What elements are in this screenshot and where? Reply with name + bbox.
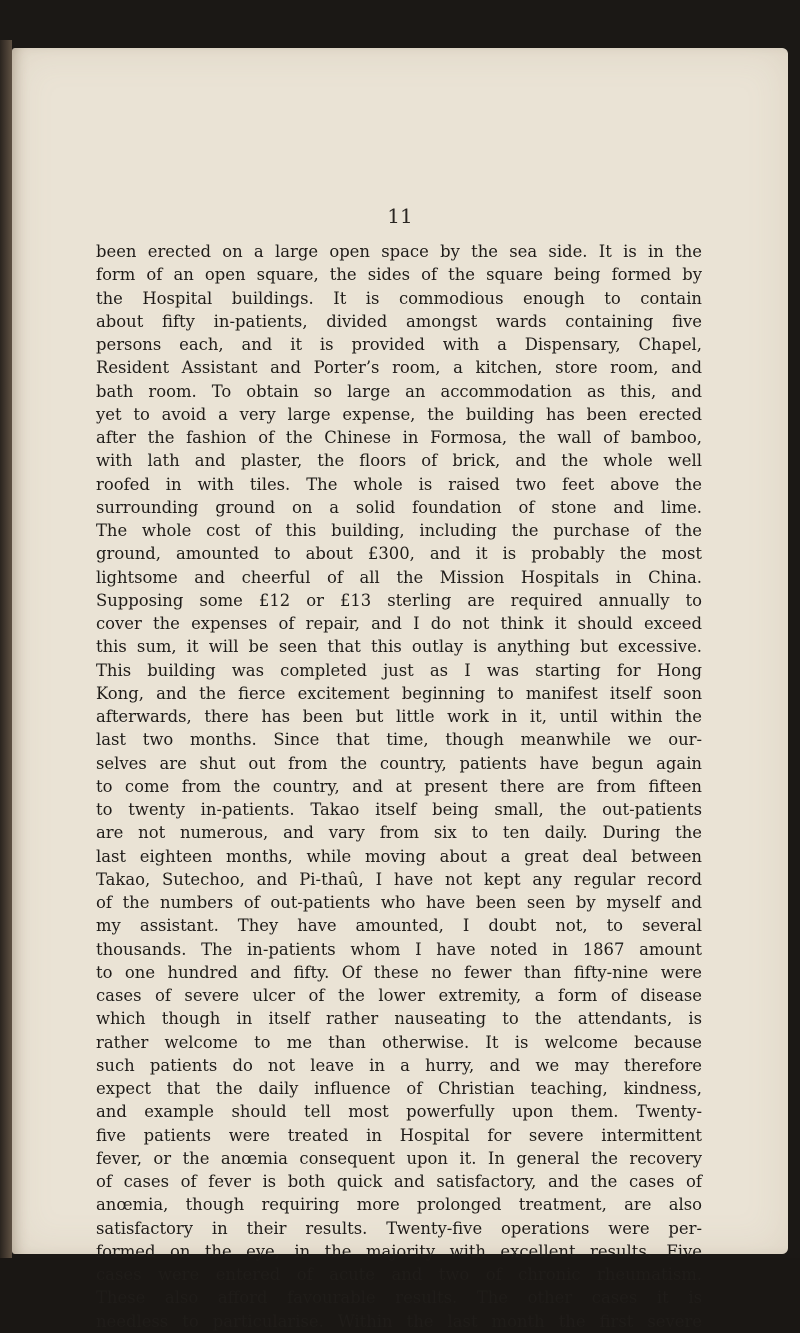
text-line: ground, amounted to about £300, and it is probably the most bbox=[96, 544, 702, 564]
text-line: rather welcome to me than otherwise. It is welcome because bbox=[96, 1032, 702, 1052]
text-line: lightsome and cheerful of all the Mission Hospitals in China. bbox=[96, 567, 702, 587]
text-line: of the numbers of out-patients who have been seen by myself and bbox=[96, 893, 702, 912]
text-line: thousands. The in-patients whom I have noted in 1867 amount bbox=[96, 939, 702, 959]
text-line: been erected on a large open space by the sea side. It is in the bbox=[96, 242, 702, 261]
text-line: Kong, and the fierce excitement beginning to manifest itself soon bbox=[96, 683, 702, 703]
body-text bbox=[96, 240, 702, 1333]
text-line: bath room. To obtain so large an accommodation as this, and bbox=[96, 381, 702, 401]
text-line: cases were entered of acute and two of chronic rheumatism. bbox=[96, 1265, 702, 1284]
text-line: this sum, it will be seen that this outlay is anything but excessive. bbox=[96, 637, 702, 657]
text-line: afterwards, there has been but little work in it, until within the bbox=[96, 707, 702, 726]
text-line: surrounding ground on a solid foundation of stone and lime. bbox=[96, 497, 702, 517]
text-line: to twenty in-patients. Takao itself being small, the out-patients bbox=[96, 800, 702, 819]
text-line: expect that the daily influence of Christian teaching, kindness, bbox=[96, 1079, 702, 1098]
text-line: the Hospital buildings. It is commodious enough to contain bbox=[96, 288, 702, 308]
text-line: anœmia, though requiring more prolonged treatment, are also bbox=[96, 1195, 702, 1215]
text-line: after the fashion of the Chinese in Formosa, the wall of bamboo, bbox=[96, 428, 702, 447]
text-line: such patients do not leave in a hurry, and we may therefore bbox=[96, 1055, 702, 1075]
text-line: The whole cost of this building, including the purchase of the bbox=[96, 521, 702, 540]
text-line: persons each, and it is provided with a Dispensary, Chapel, bbox=[96, 335, 702, 354]
text-line: cover the expenses of repair, and I do not think it should exceed bbox=[96, 614, 702, 633]
text-line: of cases of fever is both quick and satisfactory, and the cases of bbox=[96, 1172, 702, 1191]
text-line: are not numerous, and vary from six to ten daily. During the bbox=[96, 823, 702, 843]
text-line: to one hundred and fifty. Of these no fewer than fifty-nine were bbox=[96, 962, 702, 982]
text-line: These also afford favourable results. The other cases it is bbox=[96, 1288, 702, 1308]
text-line: yet to avoid a very large expense, the building has been erected bbox=[96, 404, 702, 424]
text-line: last eighteen months, while moving about a great deal between bbox=[96, 846, 702, 866]
text-line: to come from the country, and at present there are from fifteen bbox=[96, 776, 702, 796]
text-line: Takao, Sutechoo, and Pi-thaû, I have not kept any regular record bbox=[96, 869, 702, 889]
page-number: 11 bbox=[387, 204, 413, 228]
book-page bbox=[12, 48, 788, 1331]
text-line: Supposing some £12 or £13 sterling are required annually to bbox=[96, 590, 702, 610]
text-line: Resident Assistant and Porter’s room, a kitchen, store room, and bbox=[96, 358, 702, 378]
text-line: form of an open square, the sides of the square being formed by bbox=[96, 265, 702, 285]
text-line: roofed in with tiles. The whole is raised two feet above the bbox=[96, 474, 702, 494]
book-spine-edge bbox=[0, 40, 12, 1258]
text-line: which though in itself rather nauseating to the attendants, is bbox=[96, 1009, 702, 1029]
text-line: satisfactory in their results. Twenty-five operations were per- bbox=[96, 1218, 702, 1238]
text-line: cases of severe ulcer of the lower extremity, a form of disease bbox=[96, 986, 702, 1005]
text-line: This building was completed just as I was starting for Hong bbox=[96, 660, 702, 680]
text-line: selves are shut out from the country, patients have begun again bbox=[96, 753, 702, 773]
text-line: formed on the eye, in the majority with excellent results. Five bbox=[96, 1241, 702, 1261]
text-line: my assistant. They have amounted, I doubt not, to several bbox=[96, 916, 702, 936]
text-line: and example should tell most powerfully upon them. Twenty- bbox=[96, 1102, 702, 1122]
text-line: fever, or the anœmia consequent upon it. In general the recovery bbox=[96, 1148, 702, 1168]
text-line: with lath and plaster, the floors of brick, and the whole well bbox=[96, 451, 702, 471]
text-line: needless to particularise. Within the last month the first severe bbox=[96, 1311, 702, 1331]
text-line: last two months. Since that time, though meanwhile we our- bbox=[96, 730, 702, 750]
text-line: five patients were treated in Hospital for severe intermittent bbox=[96, 1125, 702, 1145]
text-line: about fifty in-patients, divided amongst wards containing five bbox=[96, 311, 702, 331]
